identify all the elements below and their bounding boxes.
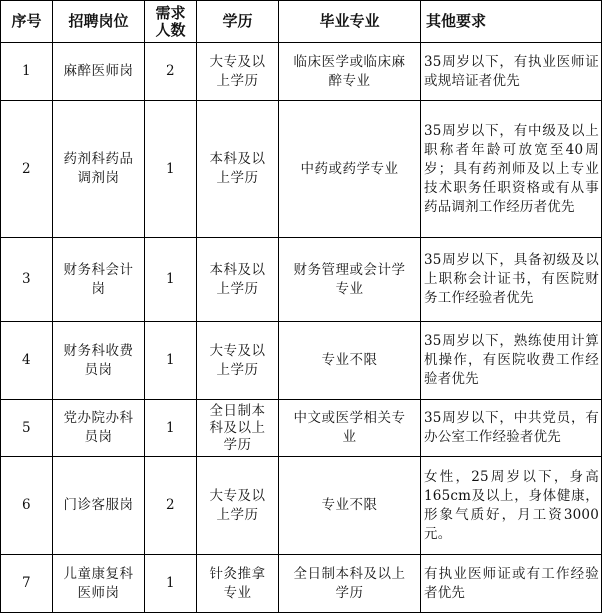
row-education: 本科及以上学历 (197, 101, 279, 238)
row-education: 大专及以上学历 (197, 322, 279, 400)
row-requirements: 35周岁以下，中共党员，有办公室工作经验者优先 (421, 400, 602, 457)
row-index: 3 (1, 238, 53, 322)
row-education: 针灸推拿专业 (197, 555, 279, 613)
row-major: 中文或医学相关专业 (279, 400, 421, 457)
row-major: 专业不限 (279, 457, 421, 555)
row-major: 财务管理或会计学专业 (279, 238, 421, 322)
row-position: 财务科会计岗 (53, 238, 145, 322)
row-count: 2 (145, 43, 197, 101)
row-count: 1 (145, 322, 197, 400)
row-requirements: 35周岁以下，熟练使用计算机操作，有医院收费工作经验者优先 (421, 322, 602, 400)
row-count: 1 (145, 400, 197, 457)
row-count: 1 (145, 238, 197, 322)
table-row (1, 555, 602, 613)
header-row (1, 1, 602, 43)
row-position: 门诊客服岗 (53, 457, 145, 555)
row-position: 儿童康复科医师岗 (53, 555, 145, 613)
header-major: 毕业专业 (279, 1, 421, 43)
row-major: 中药或药学专业 (279, 101, 421, 238)
header-position: 招聘岗位 (53, 1, 145, 43)
row-position: 党办院办科员岗 (53, 400, 145, 457)
row-count: 2 (145, 457, 197, 555)
row-count: 1 (145, 555, 197, 613)
row-position: 药剂科药品调剂岗 (53, 101, 145, 238)
row-position: 麻醉医师岗 (53, 43, 145, 101)
row-index: 5 (1, 400, 53, 457)
row-index: 7 (1, 555, 53, 613)
header-count: 需求人数 (145, 1, 197, 43)
row-requirements: 有执业医师证或有工作经验者优先 (421, 555, 602, 613)
table-row (1, 322, 602, 400)
header-index: 序号 (1, 1, 53, 43)
table-row (1, 238, 602, 322)
row-major: 全日制本科及以上学历 (279, 555, 421, 613)
row-education: 本科及以上学历 (197, 238, 279, 322)
row-education: 全日制本科及以上学历 (197, 400, 279, 457)
row-education: 大专及以上学历 (197, 457, 279, 555)
row-requirements: 35周岁以下，具备初级及以上职称会计证书，有医院财务工作经验者优先 (421, 238, 602, 322)
row-count: 1 (145, 101, 197, 238)
row-major: 专业不限 (279, 322, 421, 400)
row-index: 4 (1, 322, 53, 400)
row-position: 财务科收费员岗 (53, 322, 145, 400)
row-major: 临床医学或临床麻醉专业 (279, 43, 421, 101)
row-requirements: 35周岁以下，有执业医师证或规培证者优先 (421, 43, 602, 101)
header-education: 学历 (197, 1, 279, 43)
row-requirements: 35周岁以下，有中级及以上职称者年龄可放宽至40周岁；具有药剂师及以上专业技术职务任职资格或有从事药品调剂工作经历者优先 (421, 101, 602, 238)
table-row (1, 400, 602, 457)
table-row (1, 457, 602, 555)
row-index: 6 (1, 457, 53, 555)
table-row (1, 101, 602, 238)
row-requirements: 女性，25周岁以下，身高165cm及以上，身体健康，形象气质好，月工资3000元。 (421, 457, 602, 555)
header-requirements: 其他要求 (421, 1, 602, 43)
table-row (1, 43, 602, 101)
row-index: 2 (1, 101, 53, 238)
row-education: 大专及以上学历 (197, 43, 279, 101)
row-index: 1 (1, 43, 53, 101)
